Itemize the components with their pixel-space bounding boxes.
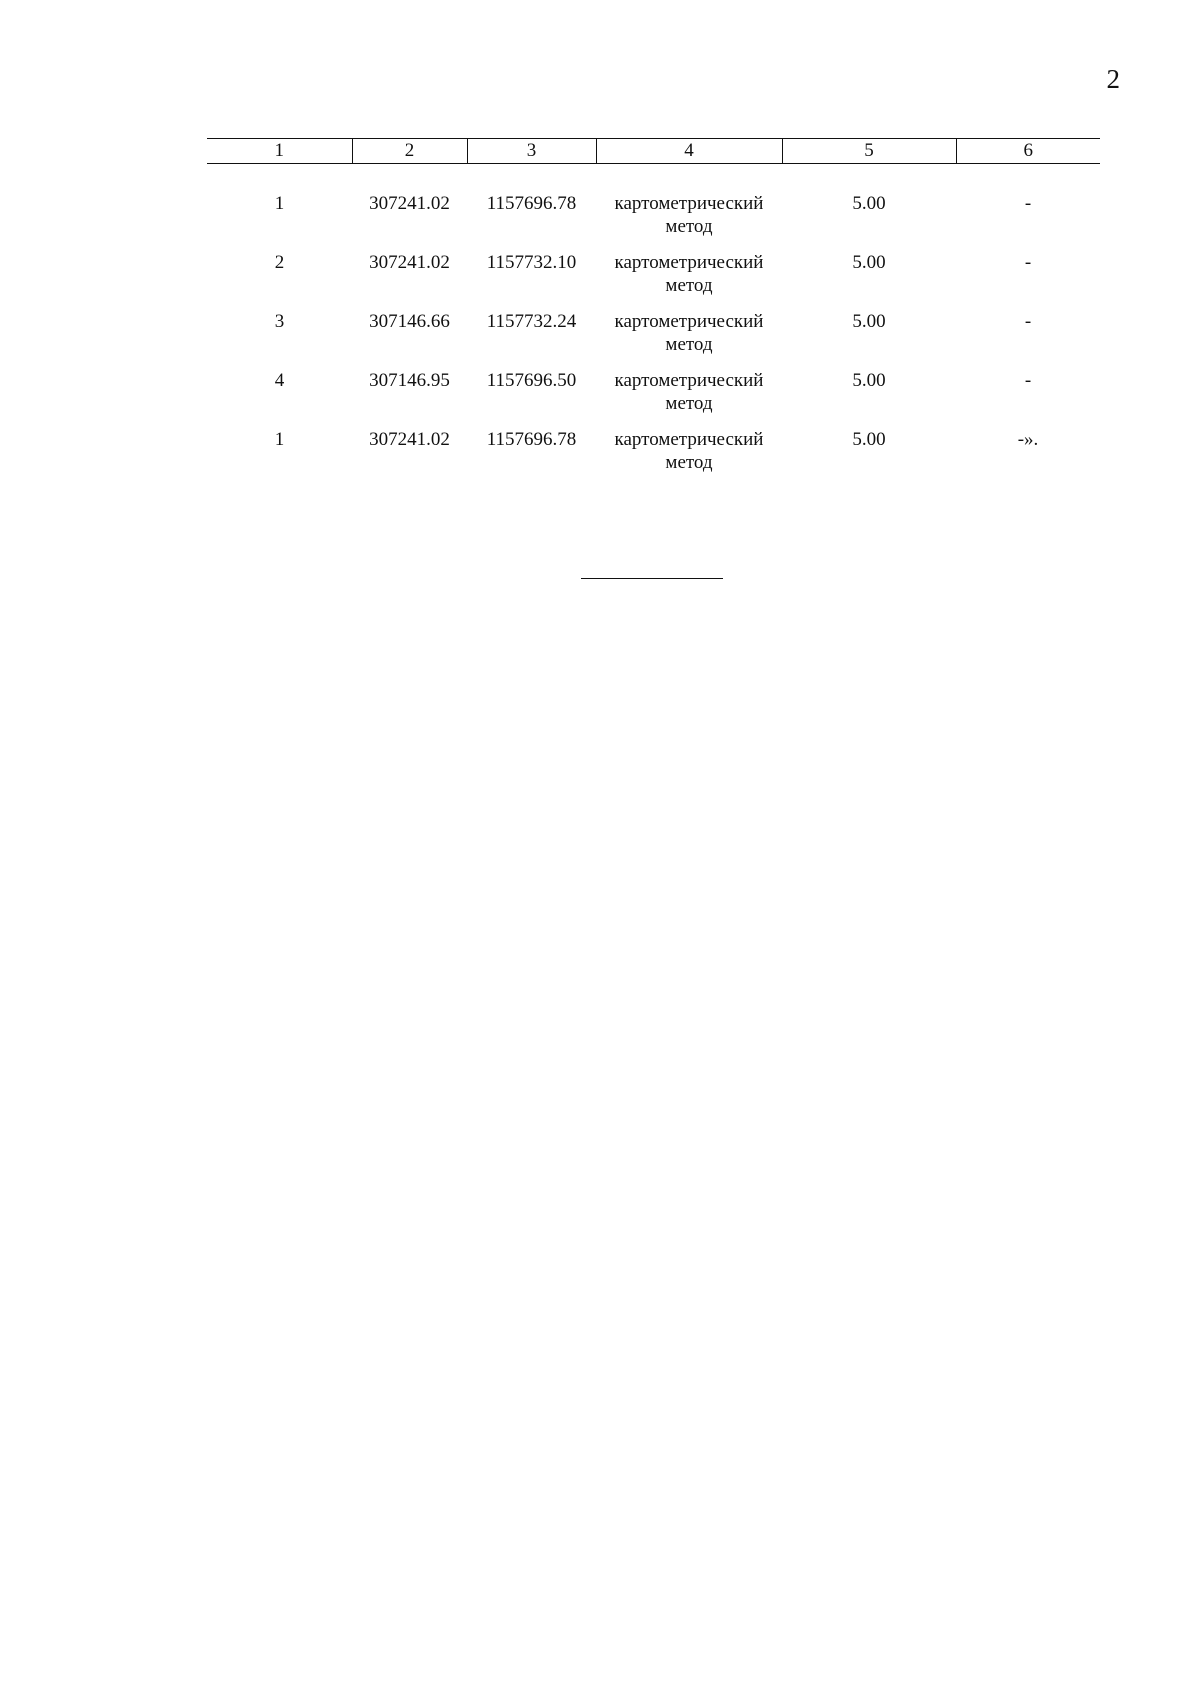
table-row [207,192,1100,251]
column-header-2: 2 [352,139,467,164]
note: - [1024,193,1032,214]
point-number: 3 [274,311,285,332]
error-value: 5.00 [852,429,886,450]
error-value: 5.00 [852,311,886,332]
table-body [207,164,1100,488]
coordinate-y: 1157696.50 [486,370,577,391]
coordinate-x: 307241.02 [369,429,450,450]
method-line-2: метод [665,334,713,355]
column-header-1: 1 [207,139,352,164]
error-value: 5.00 [852,370,886,391]
table-row [207,428,1100,487]
table-row [207,310,1100,369]
table-row [207,369,1100,428]
method-line-1: картометрический [614,370,764,391]
determination-method [596,428,782,487]
coordinates-table [207,138,1100,487]
coordinate-y: 1157732.24 [486,311,577,332]
point-number: 1 [274,193,285,214]
determination-method [596,369,782,428]
coordinate-y: 1157732.10 [486,252,577,273]
determination-method [596,310,782,369]
point-number: 4 [274,370,285,391]
note: -». [1017,429,1039,450]
method-line-1: картометрический [614,429,764,450]
error-value: 5.00 [852,252,886,273]
closing-rule-divider [581,578,723,579]
table-row [207,251,1100,310]
header-spacer [207,164,1100,193]
table-header [207,139,1100,164]
header-row [207,139,1100,164]
column-header-5: 5 [782,139,956,164]
page-number: 2 [1106,64,1120,94]
method-line-2: метод [665,393,713,414]
note: - [1024,311,1032,332]
column-header-6: 6 [956,139,1100,164]
coordinate-x: 307241.02 [369,252,450,273]
coordinate-x: 307146.66 [369,311,450,332]
note: - [1024,252,1032,273]
note: - [1024,370,1032,391]
coordinate-x: 307241.02 [369,193,450,214]
error-value: 5.00 [852,193,886,214]
determination-method [596,192,782,251]
determination-method [596,251,782,310]
method-line-1: картометрический [614,252,764,273]
method-line-2: метод [665,216,713,237]
column-header-4: 4 [596,139,782,164]
coordinate-y: 1157696.78 [486,193,577,214]
method-line-1: картометрический [614,311,764,332]
point-number: 1 [274,429,285,450]
column-header-3: 3 [467,139,596,164]
point-number: 2 [274,252,285,273]
method-line-2: метод [665,452,713,473]
coordinate-x: 307146.95 [369,370,450,391]
method-line-2: метод [665,275,713,296]
coordinate-y: 1157696.78 [486,429,577,450]
method-line-1: картометрический [614,193,764,214]
